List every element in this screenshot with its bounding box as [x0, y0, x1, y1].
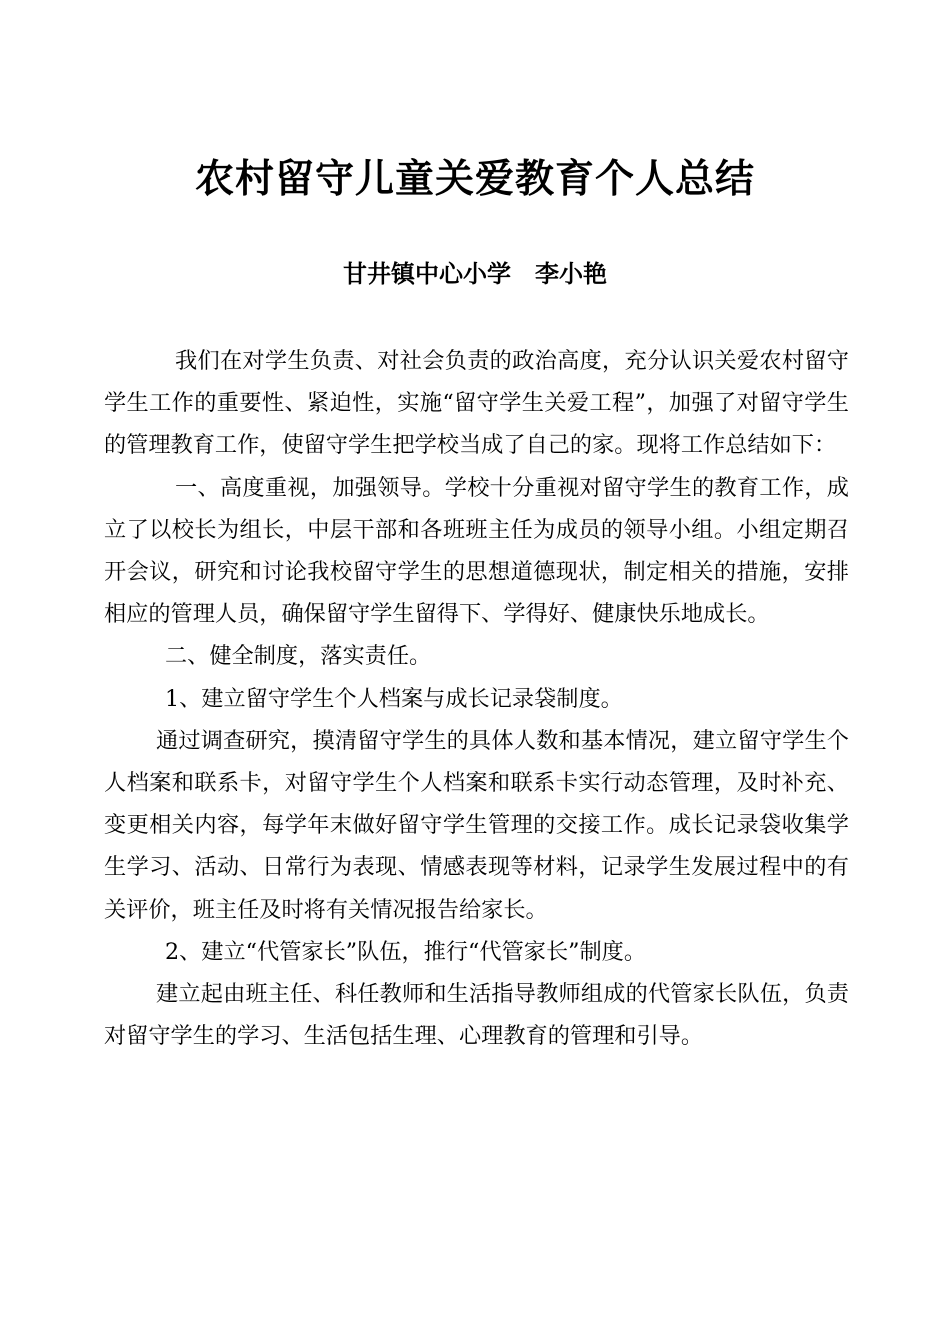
subsection-one-heading: 1、建立留守学生个人档案与成长记录袋制度。 — [165, 685, 623, 712]
subsection-one-paragraph: 通过调查研究，摸清留守学生的具体人数和基本情况，建立留守学生个人档案和联系卡，对留守学生个人档案和联系卡实行动态管理，及时补充、变更相关内容，每学年末做好留守学生管理的交接工作。成长记录袋收集学生学习、活动、日常行为表现、情感表现等材料，记录学生发展过程中的有关评价，班主任及时将有关情况报告给家长。 — [104, 727, 849, 923]
subsection-two-paragraph: 建立起由班主任、科任教师和生活指导教师组成的代管家长队伍，负责对留守学生的学习、生活包括生理、心理教育的管理和引导。 — [104, 981, 849, 1050]
document-body — [104, 340, 849, 1057]
subsection-two-heading: 2、建立“代管家长”队伍，推行“代管家长”制度。 — [165, 938, 647, 965]
document-title: 农村留守儿童关爱教育个人总结 — [194, 157, 755, 202]
intro-paragraph: 我们在对学生负责、对社会负责的政治高度，充分认识关爱农村留守学生工作的重要性、紧迫性，实施“留守学生关爱工程”，加强了对留守学生的管理教育工作，使留守学生把学校当成了自己的家。现将工作总结如下： — [104, 348, 849, 459]
section-one-paragraph: 一、高度重视，加强领导。学校十分重视对留守学生的教育工作，成立了以校长为组长，中层干部和各班班主任为成员的领导小组。小组定期召开会议，研究和讨论我校留守学生的思想道德现状，制定相关的措施，安排相应的管理人员，确保留守学生留得下、学得好、健康快乐地成长。 — [104, 474, 849, 628]
section-two-heading: 二、健全制度，落实责任。 — [165, 643, 432, 670]
author-line: 甘井镇中心小学 李小艳 — [343, 260, 607, 288]
